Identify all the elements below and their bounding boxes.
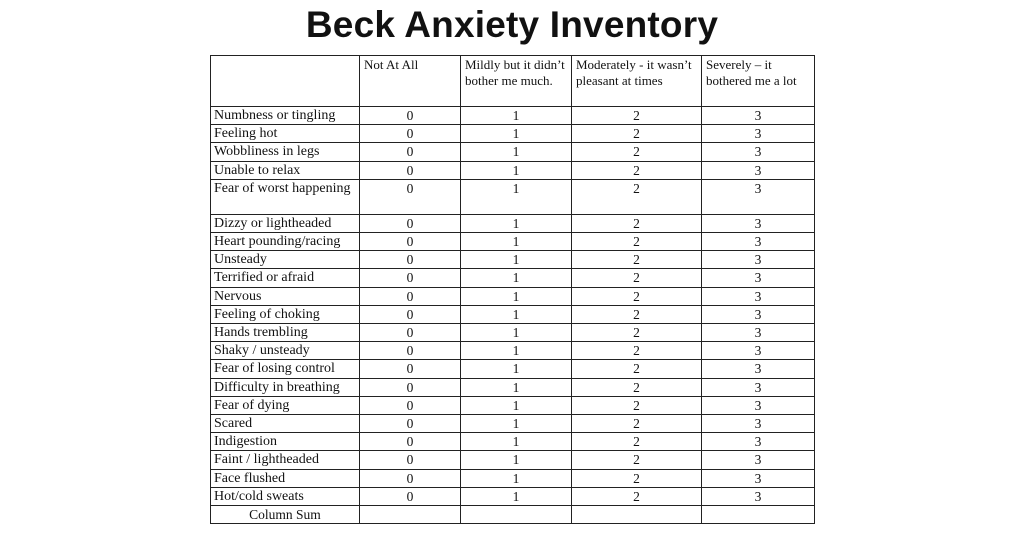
score-cell[interactable]: 3 bbox=[702, 324, 815, 342]
symptom-label: Fear of losing control bbox=[211, 360, 360, 378]
score-cell[interactable]: 3 bbox=[702, 396, 815, 414]
score-cell[interactable]: 0 bbox=[360, 451, 461, 469]
symptom-label: Numbness or tingling bbox=[211, 107, 360, 125]
score-cell[interactable]: 1 bbox=[461, 469, 572, 487]
score-cell[interactable]: 2 bbox=[572, 324, 702, 342]
score-cell[interactable]: 0 bbox=[360, 214, 461, 232]
symptom-label: Feeling hot bbox=[211, 125, 360, 143]
score-cell[interactable]: 3 bbox=[702, 469, 815, 487]
score-cell[interactable]: 2 bbox=[572, 305, 702, 323]
table-row bbox=[211, 107, 815, 125]
symptom-label: Feeling of choking bbox=[211, 305, 360, 323]
table-row bbox=[211, 360, 815, 378]
table-row bbox=[211, 269, 815, 287]
score-cell[interactable]: 1 bbox=[461, 125, 572, 143]
score-cell[interactable]: 0 bbox=[360, 107, 461, 125]
symptom-label: Hands trembling bbox=[211, 324, 360, 342]
score-cell[interactable]: 0 bbox=[360, 396, 461, 414]
score-cell[interactable]: 2 bbox=[572, 415, 702, 433]
score-cell[interactable]: 0 bbox=[360, 305, 461, 323]
score-cell[interactable]: 1 bbox=[461, 305, 572, 323]
table-row bbox=[211, 233, 815, 251]
column-sum-cell[interactable] bbox=[702, 506, 815, 524]
score-cell[interactable]: 1 bbox=[461, 179, 572, 214]
header-moderately: Moderately - it wasn’t pleasant at times bbox=[572, 56, 702, 107]
score-cell[interactable]: 3 bbox=[702, 233, 815, 251]
table-row bbox=[211, 287, 815, 305]
score-cell[interactable]: 3 bbox=[702, 179, 815, 214]
table-row bbox=[211, 415, 815, 433]
header-not-at-all: Not At All bbox=[360, 56, 461, 107]
symptom-label: Fear of dying bbox=[211, 396, 360, 414]
symptom-label: Difficulty in breathing bbox=[211, 378, 360, 396]
score-cell[interactable]: 3 bbox=[702, 433, 815, 451]
score-cell[interactable]: 3 bbox=[702, 143, 815, 161]
score-cell[interactable]: 0 bbox=[360, 251, 461, 269]
score-cell[interactable]: 3 bbox=[702, 342, 815, 360]
score-cell[interactable]: 0 bbox=[360, 269, 461, 287]
score-cell[interactable]: 0 bbox=[360, 233, 461, 251]
symptom-label: Heart pounding/racing bbox=[211, 233, 360, 251]
score-cell[interactable]: 3 bbox=[702, 251, 815, 269]
score-cell[interactable]: 3 bbox=[702, 287, 815, 305]
score-cell[interactable]: 1 bbox=[461, 360, 572, 378]
table-row bbox=[211, 305, 815, 323]
score-cell[interactable]: 2 bbox=[572, 342, 702, 360]
score-cell[interactable]: 1 bbox=[461, 451, 572, 469]
score-cell[interactable]: 1 bbox=[461, 107, 572, 125]
score-cell[interactable]: 0 bbox=[360, 378, 461, 396]
score-cell[interactable]: 3 bbox=[702, 269, 815, 287]
table-row bbox=[211, 214, 815, 232]
score-cell[interactable]: 3 bbox=[702, 378, 815, 396]
header-symptom bbox=[211, 56, 360, 107]
score-cell[interactable]: 2 bbox=[572, 161, 702, 179]
score-cell[interactable]: 0 bbox=[360, 324, 461, 342]
symptom-label: Unable to relax bbox=[211, 161, 360, 179]
score-cell[interactable]: 1 bbox=[461, 324, 572, 342]
column-sum-cell[interactable] bbox=[360, 506, 461, 524]
score-cell[interactable]: 2 bbox=[572, 360, 702, 378]
table-row bbox=[211, 161, 815, 179]
table-row bbox=[211, 324, 815, 342]
score-cell[interactable]: 0 bbox=[360, 415, 461, 433]
table-row bbox=[211, 451, 815, 469]
table-header-row bbox=[211, 56, 815, 107]
score-cell[interactable]: 1 bbox=[461, 378, 572, 396]
score-cell[interactable]: 0 bbox=[360, 161, 461, 179]
score-cell[interactable]: 1 bbox=[461, 251, 572, 269]
column-sum-label: Column Sum bbox=[211, 506, 360, 524]
score-cell[interactable]: 3 bbox=[702, 487, 815, 505]
score-cell[interactable]: 3 bbox=[702, 107, 815, 125]
symptom-label: Wobbliness in legs bbox=[211, 143, 360, 161]
score-cell[interactable]: 2 bbox=[572, 396, 702, 414]
score-cell[interactable]: 2 bbox=[572, 469, 702, 487]
score-cell[interactable]: 0 bbox=[360, 287, 461, 305]
score-cell[interactable]: 1 bbox=[461, 233, 572, 251]
table-row bbox=[211, 125, 815, 143]
table-row bbox=[211, 396, 815, 414]
symptom-label: Scared bbox=[211, 415, 360, 433]
score-cell[interactable]: 3 bbox=[702, 451, 815, 469]
score-cell[interactable]: 2 bbox=[572, 378, 702, 396]
score-cell[interactable]: 0 bbox=[360, 125, 461, 143]
score-cell[interactable]: 3 bbox=[702, 161, 815, 179]
score-cell[interactable]: 3 bbox=[702, 415, 815, 433]
score-cell[interactable]: 3 bbox=[702, 125, 815, 143]
symptom-label: Hot/cold sweats bbox=[211, 487, 360, 505]
table-row bbox=[211, 251, 815, 269]
symptom-label: Faint / lightheaded bbox=[211, 451, 360, 469]
score-cell[interactable]: 2 bbox=[572, 107, 702, 125]
column-sum-row bbox=[211, 506, 815, 524]
symptom-label: Terrified or afraid bbox=[211, 269, 360, 287]
header-severely: Severely – it bothered me a lot bbox=[702, 56, 815, 107]
score-cell[interactable]: 1 bbox=[461, 396, 572, 414]
score-cell[interactable]: 2 bbox=[572, 125, 702, 143]
score-cell[interactable]: 2 bbox=[572, 487, 702, 505]
symptom-label: Face flushed bbox=[211, 469, 360, 487]
symptom-label: Dizzy or lightheaded bbox=[211, 214, 360, 232]
header-mildly: Mildly but it didn’t bother me much. bbox=[461, 56, 572, 107]
score-cell[interactable]: 3 bbox=[702, 360, 815, 378]
anxiety-inventory-table bbox=[210, 55, 815, 524]
score-cell[interactable]: 0 bbox=[360, 487, 461, 505]
score-cell[interactable]: 2 bbox=[572, 287, 702, 305]
score-cell[interactable]: 2 bbox=[572, 179, 702, 214]
page-title: Beck Anxiety Inventory bbox=[305, 4, 719, 45]
score-cell[interactable]: 1 bbox=[461, 287, 572, 305]
score-cell[interactable]: 1 bbox=[461, 433, 572, 451]
score-cell[interactable]: 2 bbox=[572, 143, 702, 161]
symptom-label: Indigestion bbox=[211, 433, 360, 451]
score-cell[interactable]: 2 bbox=[572, 433, 702, 451]
symptom-label: Nervous bbox=[211, 287, 360, 305]
table-row bbox=[211, 143, 815, 161]
score-cell[interactable]: 1 bbox=[461, 143, 572, 161]
score-cell[interactable]: 0 bbox=[360, 342, 461, 360]
score-cell[interactable]: 2 bbox=[572, 233, 702, 251]
table-row bbox=[211, 378, 815, 396]
score-cell[interactable]: 1 bbox=[461, 487, 572, 505]
table-row bbox=[211, 179, 815, 214]
score-cell[interactable]: 1 bbox=[461, 415, 572, 433]
score-cell[interactable]: 1 bbox=[461, 214, 572, 232]
column-sum-cell[interactable] bbox=[461, 506, 572, 524]
symptom-label: Shaky / unsteady bbox=[211, 342, 360, 360]
score-cell[interactable]: 2 bbox=[572, 214, 702, 232]
score-cell[interactable]: 1 bbox=[461, 161, 572, 179]
score-cell[interactable]: 0 bbox=[360, 143, 461, 161]
score-cell[interactable]: 1 bbox=[461, 342, 572, 360]
score-cell[interactable]: 2 bbox=[572, 269, 702, 287]
score-cell[interactable]: 0 bbox=[360, 179, 461, 214]
score-cell[interactable]: 2 bbox=[572, 451, 702, 469]
table-row bbox=[211, 433, 815, 451]
score-cell[interactable]: 0 bbox=[360, 433, 461, 451]
symptom-label: Unsteady bbox=[211, 251, 360, 269]
table-row bbox=[211, 342, 815, 360]
score-cell[interactable]: 1 bbox=[461, 269, 572, 287]
score-cell[interactable]: 3 bbox=[702, 214, 815, 232]
table-row bbox=[211, 469, 815, 487]
column-sum-cell[interactable] bbox=[572, 506, 702, 524]
table-row bbox=[211, 487, 815, 505]
score-cell[interactable]: 2 bbox=[572, 251, 702, 269]
score-cell[interactable]: 0 bbox=[360, 360, 461, 378]
symptom-label: Fear of worst happening bbox=[211, 179, 360, 214]
score-cell[interactable]: 0 bbox=[360, 469, 461, 487]
score-cell[interactable]: 3 bbox=[702, 305, 815, 323]
